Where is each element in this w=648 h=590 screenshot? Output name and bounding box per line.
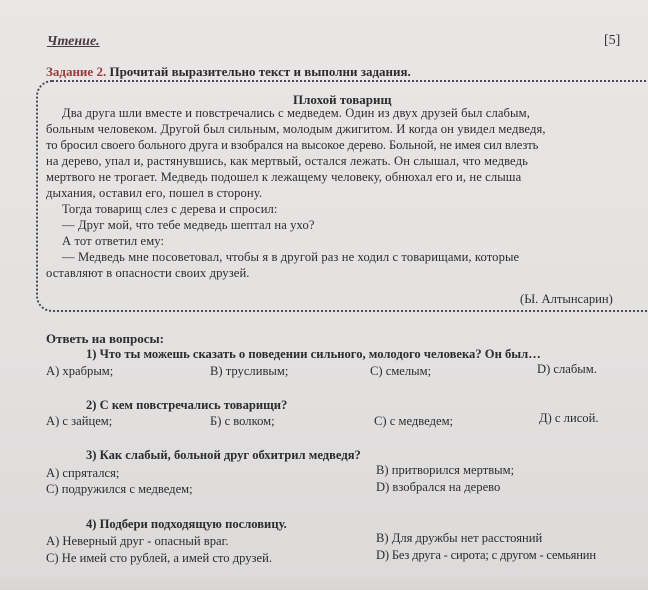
answer-option[interactable]: D) Без друга - сирота; с другом - семьянин [376,548,596,562]
question-title: 4) Подбери подходящую пословицу. [86,517,287,531]
answer-option[interactable]: В) притворился мертвым; [376,463,515,477]
story-line: оставляют в опасности своих друзей. [46,266,250,280]
score-badge: [5] [604,33,621,48]
story-line: Два друга шли вместе и повстречались с медведем. Один из двух друзей был слабым, [62,106,530,120]
answer-option[interactable]: А) спрятался; [46,466,120,480]
section-title: Чтение. [47,34,100,49]
answer-option[interactable]: С) подружился с медведем; [46,482,193,496]
story-line: Тогда товарищ слез с дерева и спросил: [62,202,278,216]
story-author: (Ы. Алтынсарин) [520,292,613,306]
task-text: Прочитай выразительно текст и выполни задания. [109,64,411,79]
answer-option[interactable]: Д) с лисой. [539,411,599,425]
answer-option[interactable]: D) взобрался на дерево [376,480,501,494]
page-bottom-shadow [0,576,648,590]
answer-option[interactable]: С) с медведем; [374,414,454,428]
story-line: мертвого не трогает. Медведь подошел к лежащему человеку, обнюхал его и, не слыша [46,170,522,184]
story-line: — Друг мой, что тебе медведь шептал на ухо? [62,218,315,232]
story-line: А тот ответил ему: [62,234,165,248]
story-line: больным человеком. Другой был сильным, молодым джигитом. И когда он увидел медведя, [46,122,546,136]
answer-option[interactable]: А) храбрым; [46,364,114,378]
answer-option[interactable]: D) слабым. [537,362,597,376]
answer-option[interactable]: Б) с волком; [210,414,275,428]
answer-option[interactable]: В) трусливым; [210,364,289,378]
answer-option[interactable]: С) смелым; [370,364,432,378]
question-title: 3) Как слабый, больной друг обхитрил медведя? [86,448,361,462]
story-title: Плохой товарищ [293,92,392,107]
story-line: на дерево, упал и, растянувшись, как мертвый, остался лежать. Он слышал, что медведь [46,154,528,168]
answer-option[interactable]: А) Неверный друг - опасный враг. [46,534,229,548]
task-heading [46,64,411,80]
questions-heading: Ответь на вопросы: [46,331,164,346]
story-line: дыхания, оставил его, пошел в сторону. [46,186,263,200]
story-line: — Медведь мне посоветовал, чтобы я в другой раз не ходил с товарищами, которые [62,250,520,264]
task-number: Задание 2. [46,64,107,79]
answer-option[interactable]: С) Не имей сто рублей, а имей сто друзей. [46,551,272,565]
question-title: 2) С кем повстречались товарищи? [86,398,288,412]
story-line: то бросил своего больного друга и взобрался на высокое дерево. Больной, не имея сил влезть [46,138,539,152]
question-title: 1) Что ты можешь сказать о поведении сильного, молодого человека? Он был… [86,347,541,361]
answer-option[interactable]: А) с зайцем; [46,414,113,428]
answer-option[interactable]: В) Для дружбы нет расстояний [376,531,543,545]
